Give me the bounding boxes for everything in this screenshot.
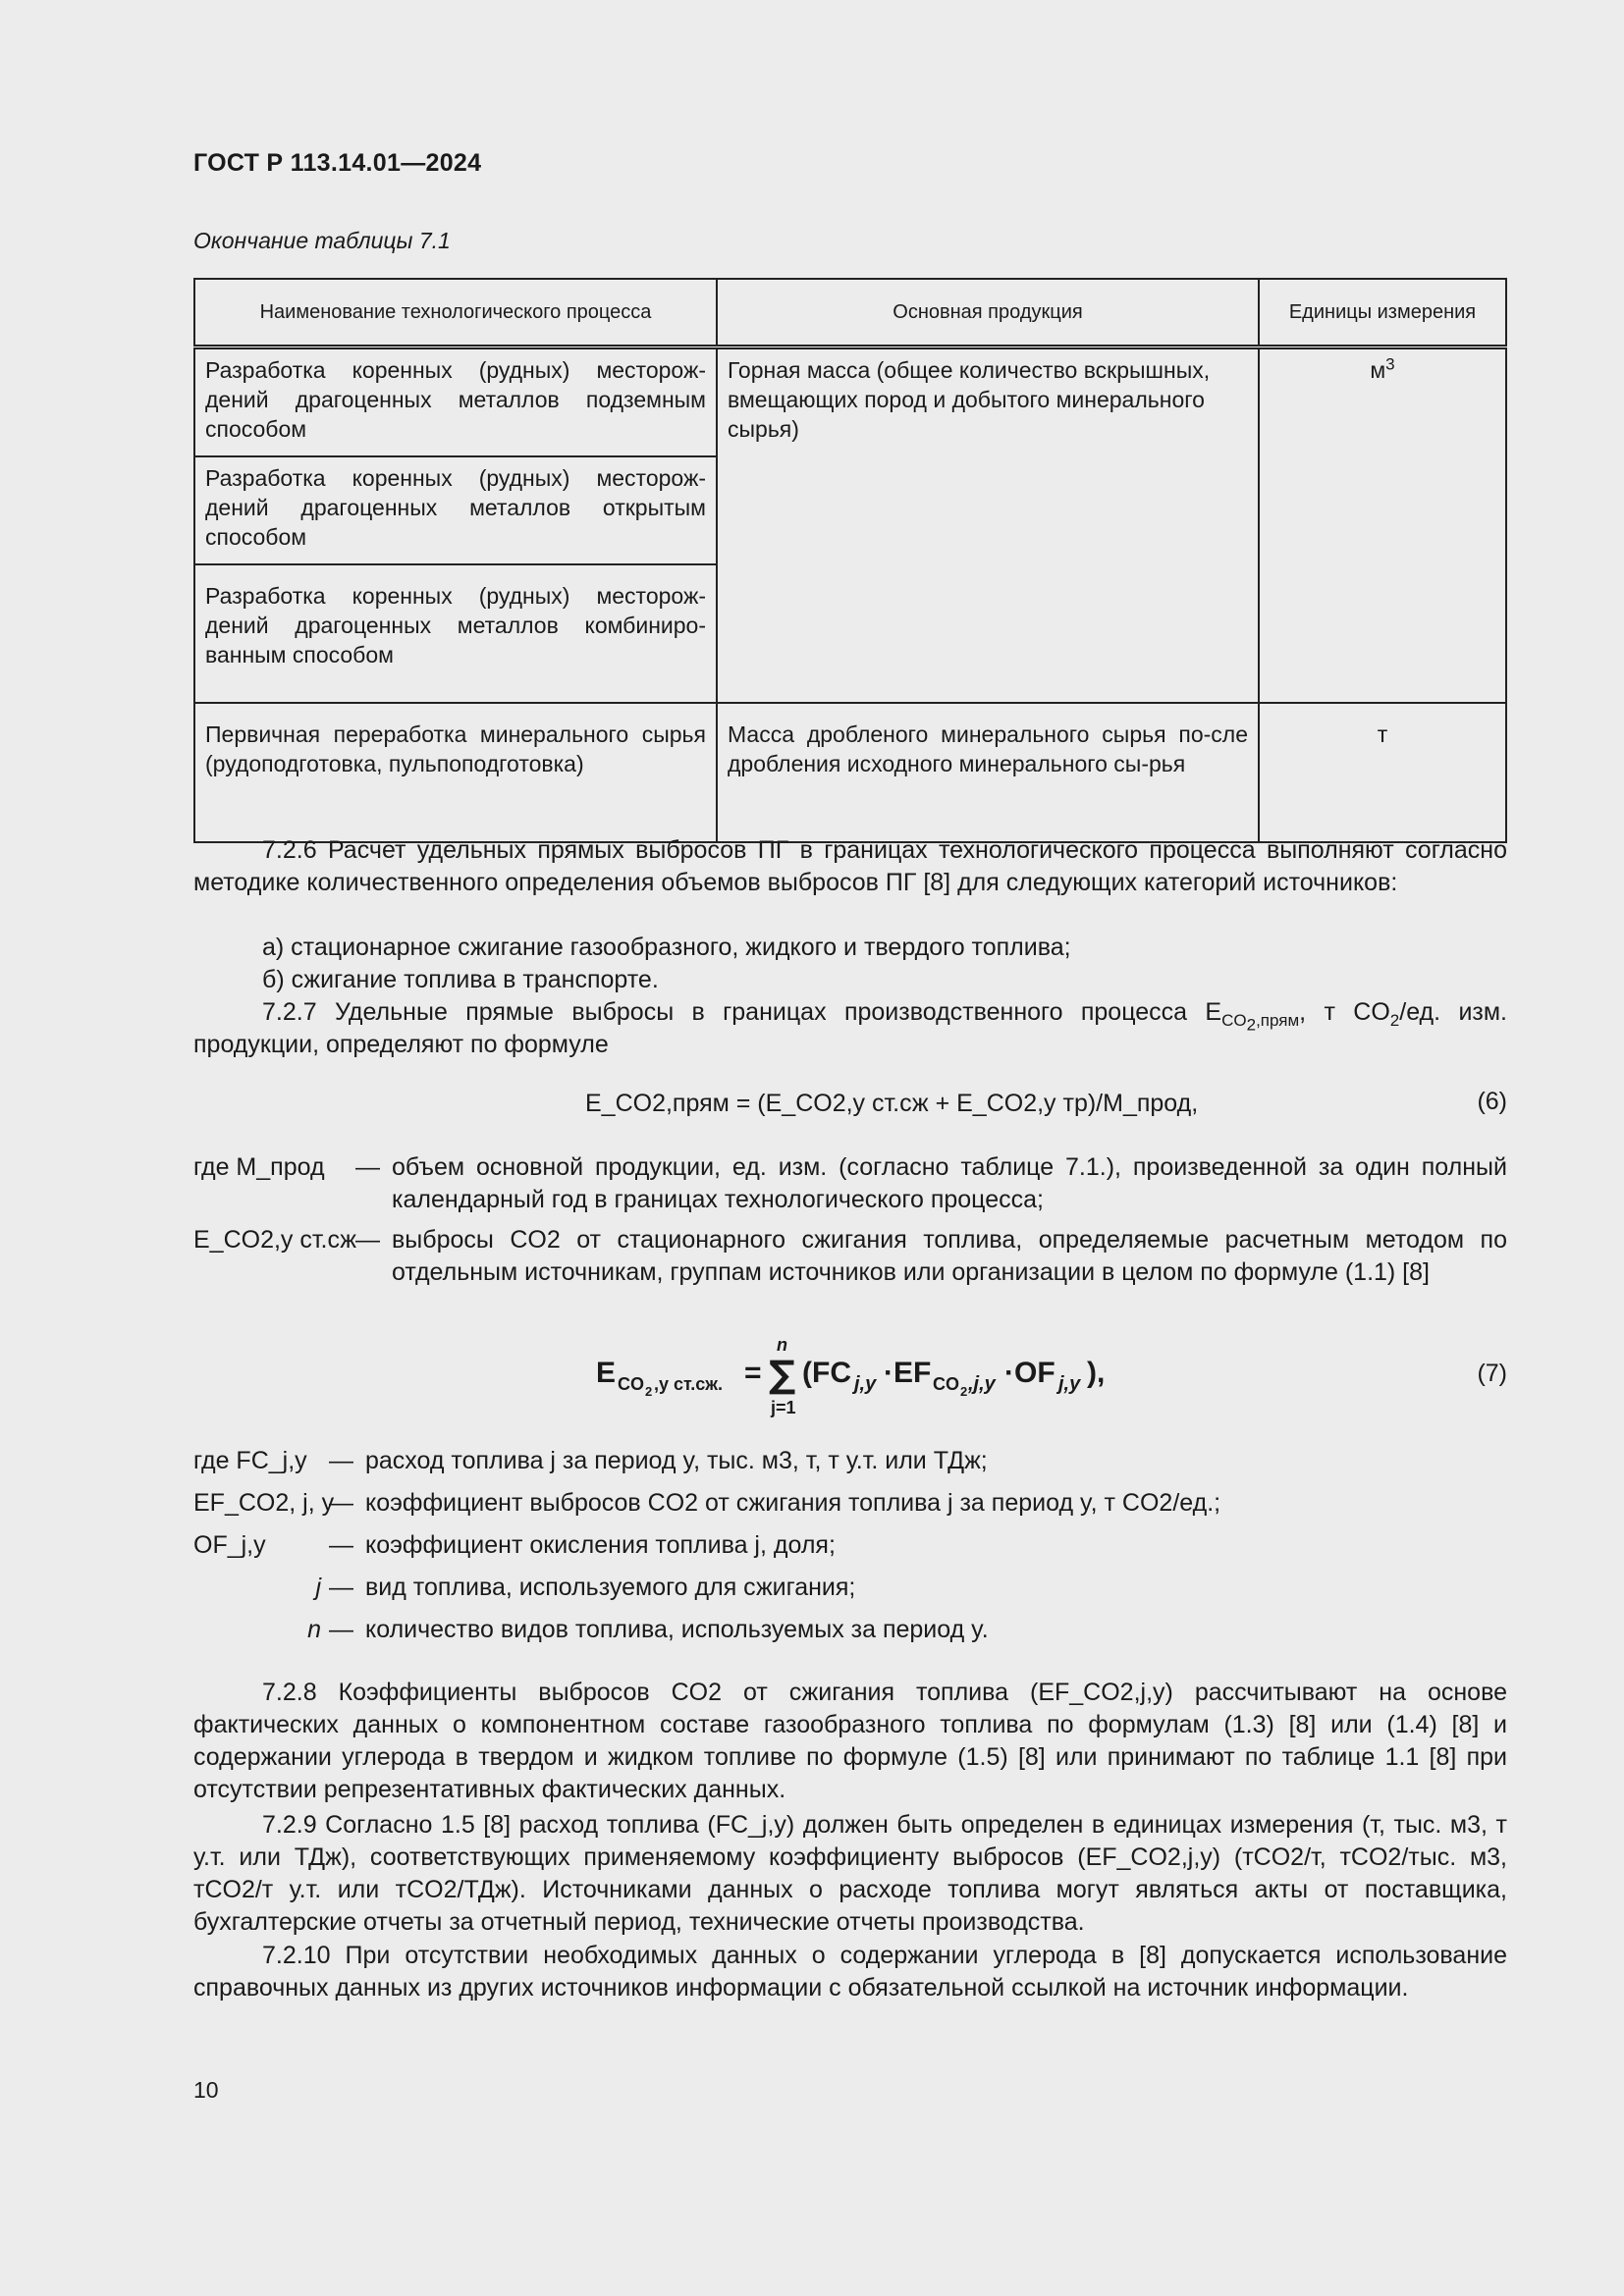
definition-term: OF_j,y	[193, 1531, 266, 1559]
definition-text: коэффициент окисления топлива j, доля;	[365, 1531, 836, 1559]
definitions-formula-7	[193, 1445, 1323, 1656]
svg-text:CO: CO	[933, 1374, 959, 1394]
definition-row	[193, 1224, 1507, 1289]
dash: —	[329, 1531, 353, 1559]
standard-code: ГОСТ Р 113.14.01—2024	[193, 149, 482, 177]
header-units: Единицы измерения	[1259, 279, 1506, 347]
dash: —	[329, 1616, 353, 1643]
definition-text: коэффициент выбросов CO2 от сжигания топлива j за период y, т CO2/ед.;	[365, 1489, 1221, 1517]
definition-term: n	[307, 1616, 321, 1643]
table-header-row	[194, 279, 1506, 347]
definitions-formula-6	[193, 1151, 1507, 1289]
svg-text:E: E	[596, 1357, 617, 1389]
definition-term: где FC_j,y	[193, 1447, 307, 1474]
page-number: 10	[193, 2077, 219, 2103]
table-caption: Окончание таблицы 7.1	[193, 228, 451, 253]
svg-text:),: ),	[1087, 1357, 1106, 1389]
dash: —	[329, 1447, 353, 1474]
definition-row	[193, 1445, 1323, 1487]
svg-text:,j,y: ,j,y	[968, 1373, 996, 1395]
cell-process: Первичная переработка минерального сырья (рудоподготовка, пульпоподготовка)	[194, 703, 717, 842]
svg-text:2: 2	[960, 1384, 968, 1399]
svg-text:∑: ∑	[769, 1353, 796, 1396]
cell-units: $м^3$	[1259, 347, 1506, 704]
definition-text: объем основной продукции, ед. изм. (согласно таблице 7.1.), произведенной за один полный календарный год в границах технологического процесса;	[392, 1153, 1507, 1213]
header-process: Наименование технологического процесса	[194, 279, 717, 347]
svg-text:=: =	[744, 1357, 762, 1389]
cell-units: т	[1259, 703, 1506, 842]
svg-text:CO: CO	[618, 1374, 644, 1394]
definition-term: E_CO2,y ст.сж	[193, 1226, 357, 1254]
definition-term: где M_прод	[193, 1153, 325, 1181]
dash: —	[329, 1574, 353, 1601]
cell-product: Горная масса (общее количество вскрышных, вмещающих пород и добытого минерального сырья)	[717, 347, 1259, 704]
svg-text:·OF: ·OF	[1004, 1357, 1056, 1389]
dash: —	[329, 1489, 353, 1517]
definition-row	[193, 1529, 1323, 1572]
svg-text:(FC: (FC	[802, 1357, 851, 1389]
cell-product: Масса дробленого минерального сырья по-сле дробления исходного минерального сы-рья	[717, 703, 1259, 842]
svg-text:j,y: j,y	[1058, 1373, 1081, 1395]
definition-text: количество видов топлива, используемых за период y.	[365, 1616, 989, 1643]
dash: —	[355, 1226, 380, 1254]
formula-7-graphic	[594, 1333, 1124, 1421]
paragraph-7-2-10: 7.2.10 При отсутствии необходимых данных о содержании углерода в [8] допускается использование справочных данных из других источников информации с обязательной ссылкой на источник информации.	[193, 1942, 1507, 2002]
definition-text: выбросы CO2 от стационарного сжигания топлива, определяемые расчетным методом по отдельным источникам, группам источников или организации в целом по формуле (1.1) [8]	[392, 1226, 1507, 1286]
table-row	[194, 347, 1506, 457]
list-item-b: б) сжигание топлива в транспорте.	[262, 966, 659, 993]
process-table	[193, 278, 1507, 843]
paragraph-7-2-9: 7.2.9 Согласно 1.5 [8] расход топлива (FC_j,y) должен быть определен в единицах измерения (т, тыс. м3, т у.т. или ТДж), соответствующих применяемому коэффициенту выбросов (EF_CO2,j,y) (тCO2/т, тCO2/тыс. м3, тCO2/т у.т. или тCO2/ТДж). Источниками данных о расходе топлива могут являться акты от поставщика, бухгалтерские отчеты за отчетный период, технические отчеты производства.	[193, 1811, 1507, 1936]
cell-process: Разработка коренных (рудных) месторож-дений драгоценных металлов подземным способом	[194, 347, 717, 457]
svg-text:j,y: j,y	[854, 1373, 877, 1395]
paragraph-7-2-8: 7.2.8 Коэффициенты выбросов CO2 от сжигания топлива (EF_CO2,j,y) рассчитывают на основе фактических данных о компонентном составе газообразного топлива по формулам (1.3) [8] или (1.4) [8] и содержании углерода в твердом и жидком топливе по формуле (1.5) [8] или принимают по таблице 1.1 [8] при отсутствии репрезентативных фактических данных.	[193, 1679, 1507, 1803]
svg-text:j=1: j=1	[771, 1398, 796, 1417]
definition-text: расход топлива j за период y, тыс. м3, т, т у.т. или ТДж;	[365, 1447, 988, 1474]
table-row	[194, 703, 1506, 842]
cell-process: Разработка коренных (рудных) месторож-дений драгоценных металлов комбиниро-ванным способом	[194, 564, 717, 703]
definition-row	[193, 1614, 1323, 1656]
paragraph-7-2-7: 7.2.7 Удельные прямые выбросы в границах производственного процесса $E_{CO_2,прям}$, т $CO_2/ед$. изм. продукции, определяют по формуле	[193, 998, 1508, 1058]
list-item-a: а) стационарное сжигание газообразного, жидкого и твердого топлива;	[262, 934, 1071, 961]
svg-text:n: n	[777, 1335, 787, 1355]
definition-text: вид топлива, используемого для сжигания;	[365, 1574, 856, 1601]
formula-7	[594, 1333, 1124, 1428]
definition-row	[193, 1487, 1323, 1529]
definition-term: EF_CO2, j, y	[193, 1489, 335, 1517]
formula-6: E_CO2,прям = (E_CO2,y ст.сж + E_CO2,y тр)/M_прод,	[585, 1090, 1199, 1117]
definition-row	[193, 1572, 1323, 1614]
equation-number-7: (7)	[1477, 1360, 1507, 1387]
svg-text:,y ст.сж.: ,y ст.сж.	[654, 1374, 724, 1394]
header-product: Основная продукция	[717, 279, 1259, 347]
svg-text:2: 2	[645, 1384, 653, 1399]
dash: —	[355, 1153, 380, 1181]
svg-text:·EF: ·EF	[884, 1357, 932, 1389]
cell-process: Разработка коренных (рудных) месторож-дений драгоценных металлов открытым способом	[194, 456, 717, 564]
definition-term: j	[315, 1574, 321, 1601]
paragraph-7-2-6: 7.2.6 Расчет удельных прямых выбросов ПГ в границах технологического процесса выполняют согласно методике количественного определения объемов выбросов ПГ [8] для следующих категорий источников:	[193, 836, 1507, 896]
equation-number-6: (6)	[1477, 1088, 1507, 1115]
definition-row	[193, 1151, 1507, 1216]
